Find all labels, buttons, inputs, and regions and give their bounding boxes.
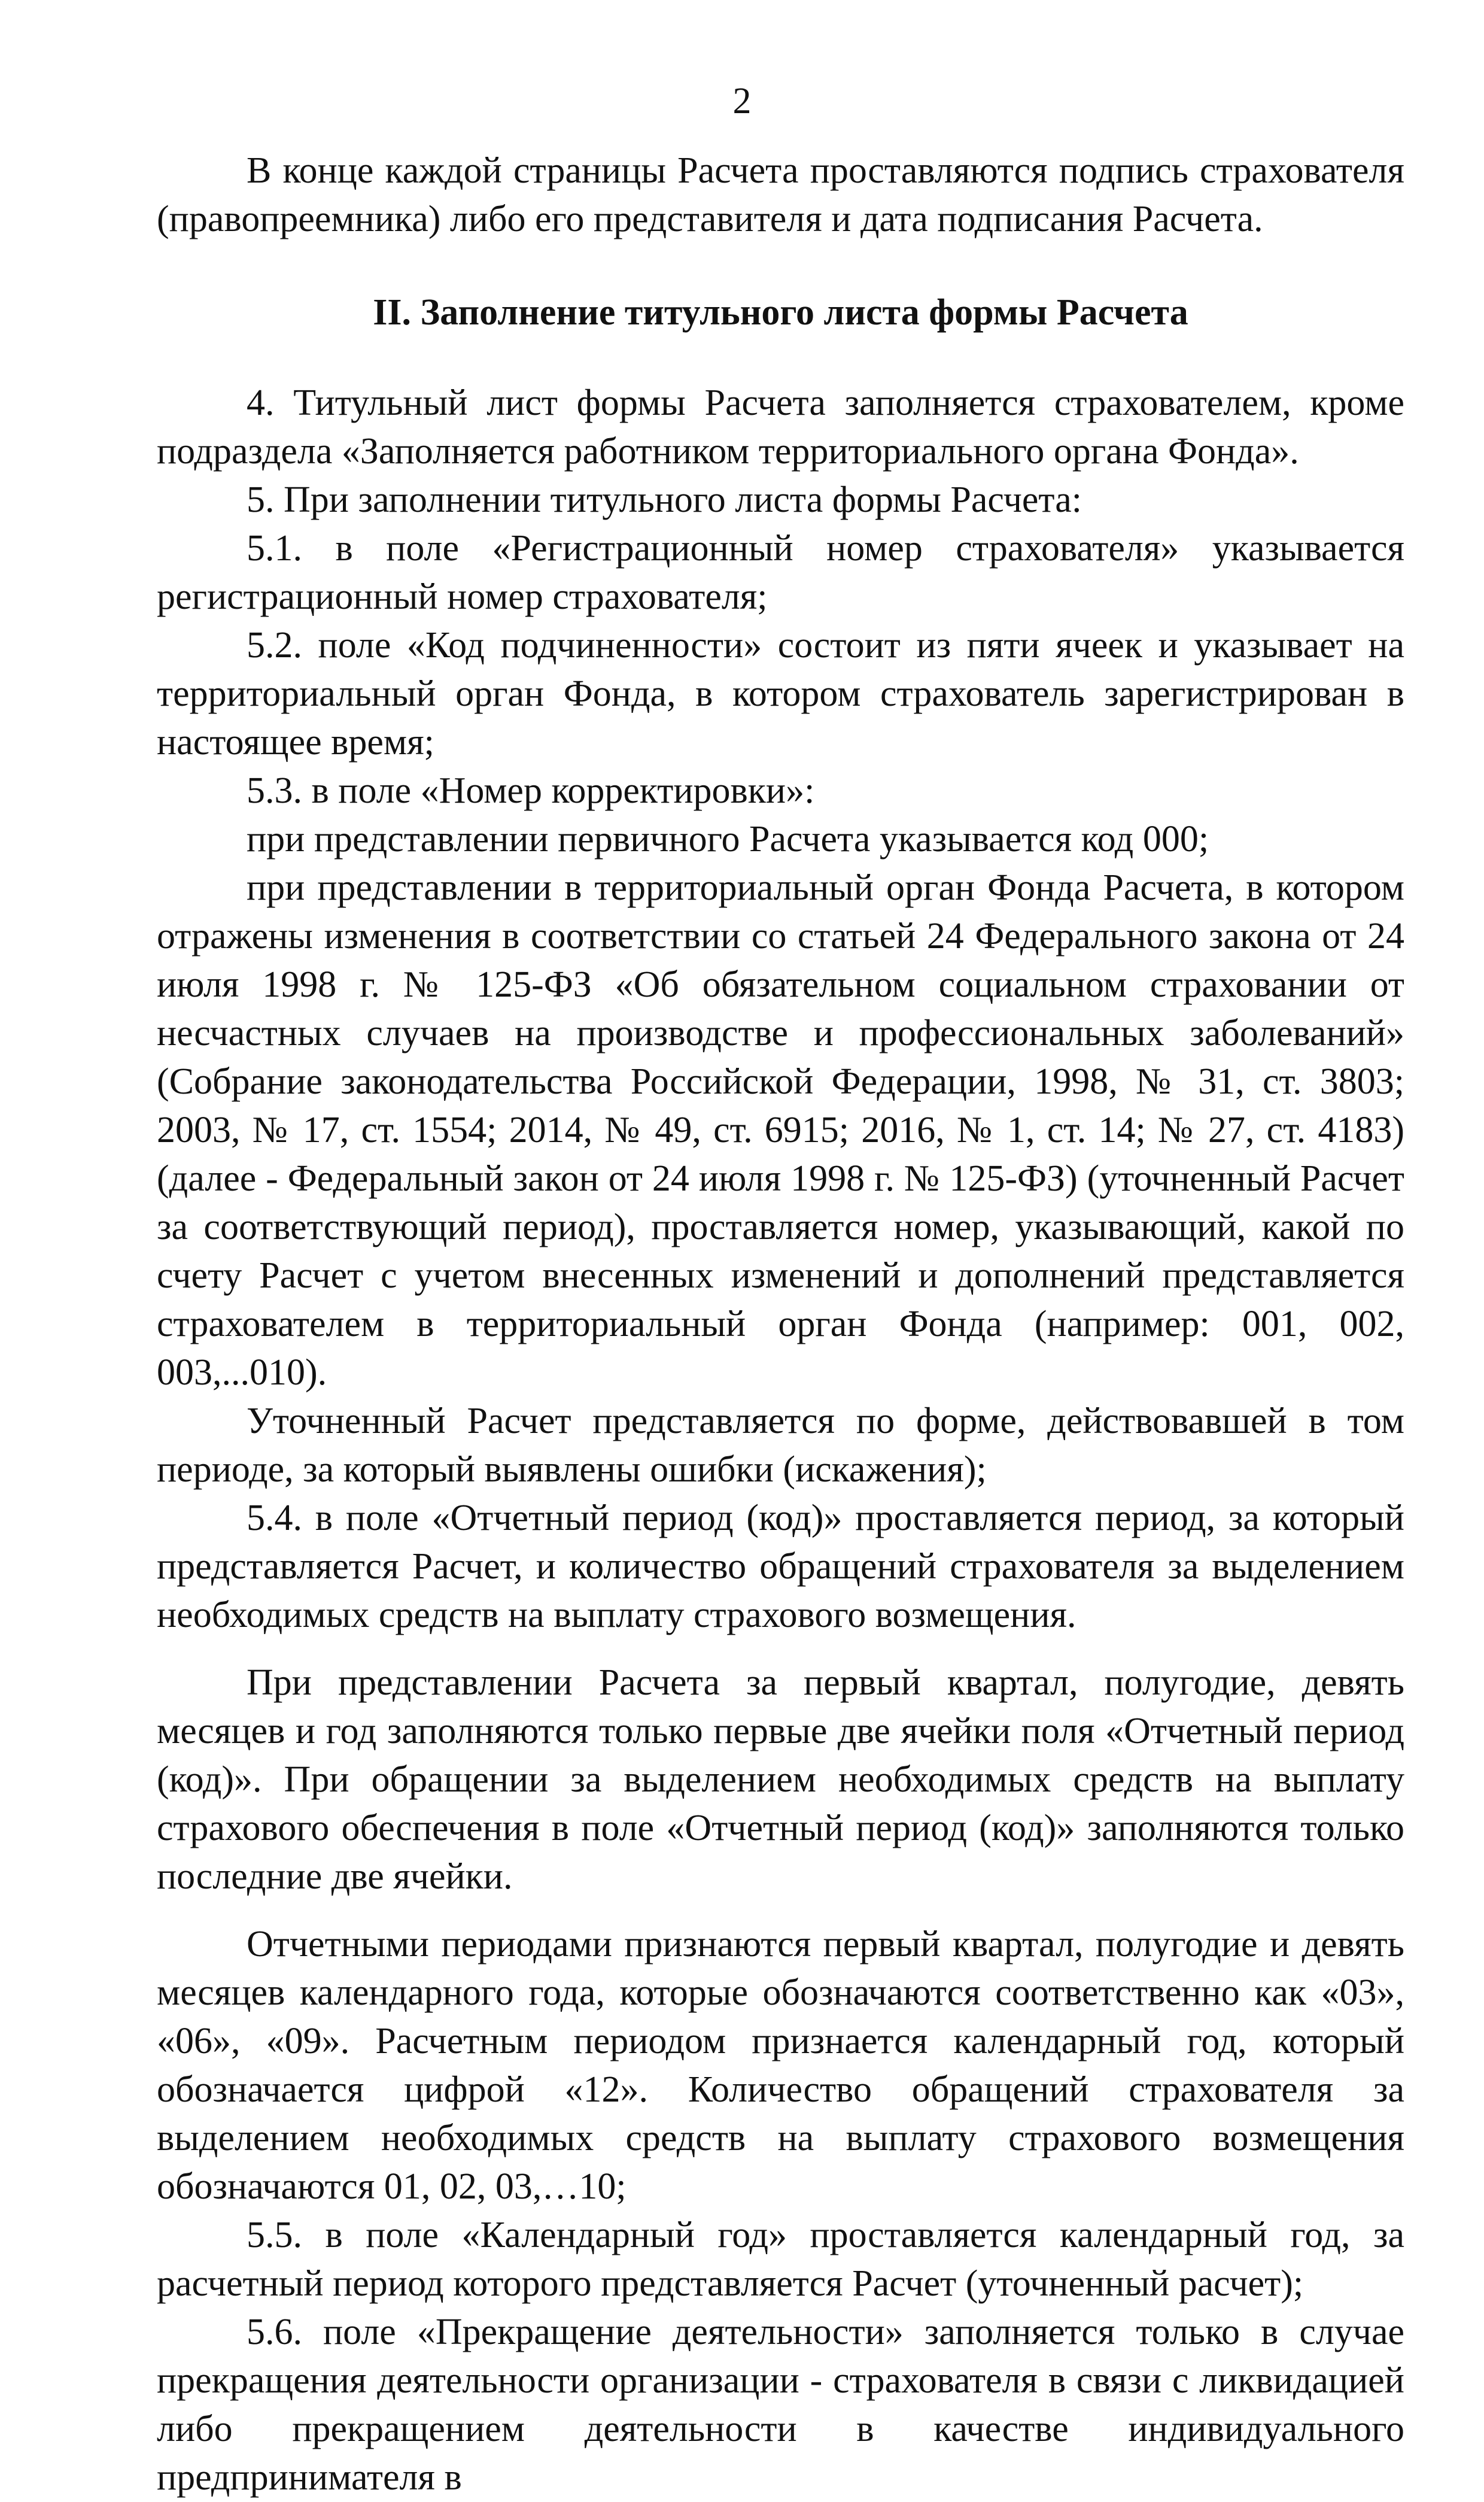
intro-paragraph: В конце каждой страницы Расчета проставляются подпись страхователя (правопреемника) либо его представителя и дата подписания Расчета. — [157, 150, 1404, 239]
paragraph-5-5: 5.5. в поле «Календарный год» проставляется календарный год, за расчетный период которого представляется Расчет (уточненный расчет); — [157, 2215, 1404, 2304]
paragraph-5-3-primary: при представлении первичного Расчета указывается код 000; — [247, 819, 1209, 860]
paragraph-5-3: 5.3. в поле «Номер корректировки»: — [247, 770, 815, 811]
paragraph-5-4: 5.4. в поле «Отчетный период (код)» проставляется период, за который представляется Расчет, и количество обращений страхователя за выделением необходимых средств на выплату страхового возмещения. — [157, 1498, 1404, 1635]
document-body — [157, 147, 1404, 2502]
page-number: 2 — [732, 81, 752, 122]
paragraph-5-3-form: Уточненный Расчет представляется по форме, действовавшей в том периоде, за который выявлены ошибки (искажения); — [157, 1401, 1404, 1490]
paragraph-5: 5. При заполнении титульного листа формы Расчета: — [247, 479, 1082, 520]
paragraph-5-4-cells: При представлении Расчета за первый квартал, полугодие, девять месяцев и год заполняются только первые две ячейки поля «Отчетный период (код)». При обращении за выделением необходимых средств на выплату страхового обеспечения в поле «Отчетный период (код)» заполняются только последние две ячейки. — [157, 1662, 1404, 1897]
paragraph-5-2: 5.2. поле «Код подчиненности» состоит из пяти ячеек и указывает на территориальный орган Фонда, в котором страхователь зарегистрирован в настоящее время; — [157, 625, 1404, 763]
paragraph-4: 4. Титульный лист формы Расчета заполняется страхователем, кроме подраздела «Заполняется работником территориального органа Фонда». — [157, 382, 1404, 472]
paragraph-5-3-corrected: при представлении в территориальный орган Фонда Расчета, в котором отражены изменения в соответствии со статьей 24 Федерального закона от 24 июля 1998 г. № 125-ФЗ «Об обязательном социальном страховании от несчастных случаев на производстве и профессиональных заболеваний» (Собрание законодательства Российской Федерации, 1998, № 31, ст. 3803; 2003, № 17, ст. 1554; 2014, № 49, ст. 6915; 2016, № 1, ст. 14; № 27, ст. 4183) (далее - Федеральный закон от 24 июля 1998 г. № 125-ФЗ) (уточненный Расчет за соответствующий период), проставляется номер, указывающий, какой по счету Расчет с учетом внесенных изменений и дополнений представляется страхователем в территориальный орган Фонда (например: 001, 002, 003,...010). — [157, 867, 1404, 1393]
paragraph-5-4-periods: Отчетными периодами признаются первый квартал, полугодие и девять месяцев календарного года, которые обозначаются соответственно как «03», «06», «09». Расчетным периодом признается календарный год, который обозначается цифрой «12». Количество обращений страхователя за выделением необходимых средств на выплату страхового возмещения обозначаются 01, 02, 03,…10; — [157, 1924, 1404, 2207]
section-heading: II. Заполнение титульного листа формы Расчета — [373, 292, 1188, 333]
paragraph-5-6: 5.6. поле «Прекращение деятельности» заполняется только в случае прекращения деятельности организации - страхователя в связи с ликвидацией либо прекращением деятельности в качестве индивидуального предпринимателя в — [157, 2312, 1404, 2498]
paragraph-5-1: 5.1. в поле «Регистрационный номер страхователя» указывается регистрационный номер страхователя; — [157, 528, 1404, 617]
